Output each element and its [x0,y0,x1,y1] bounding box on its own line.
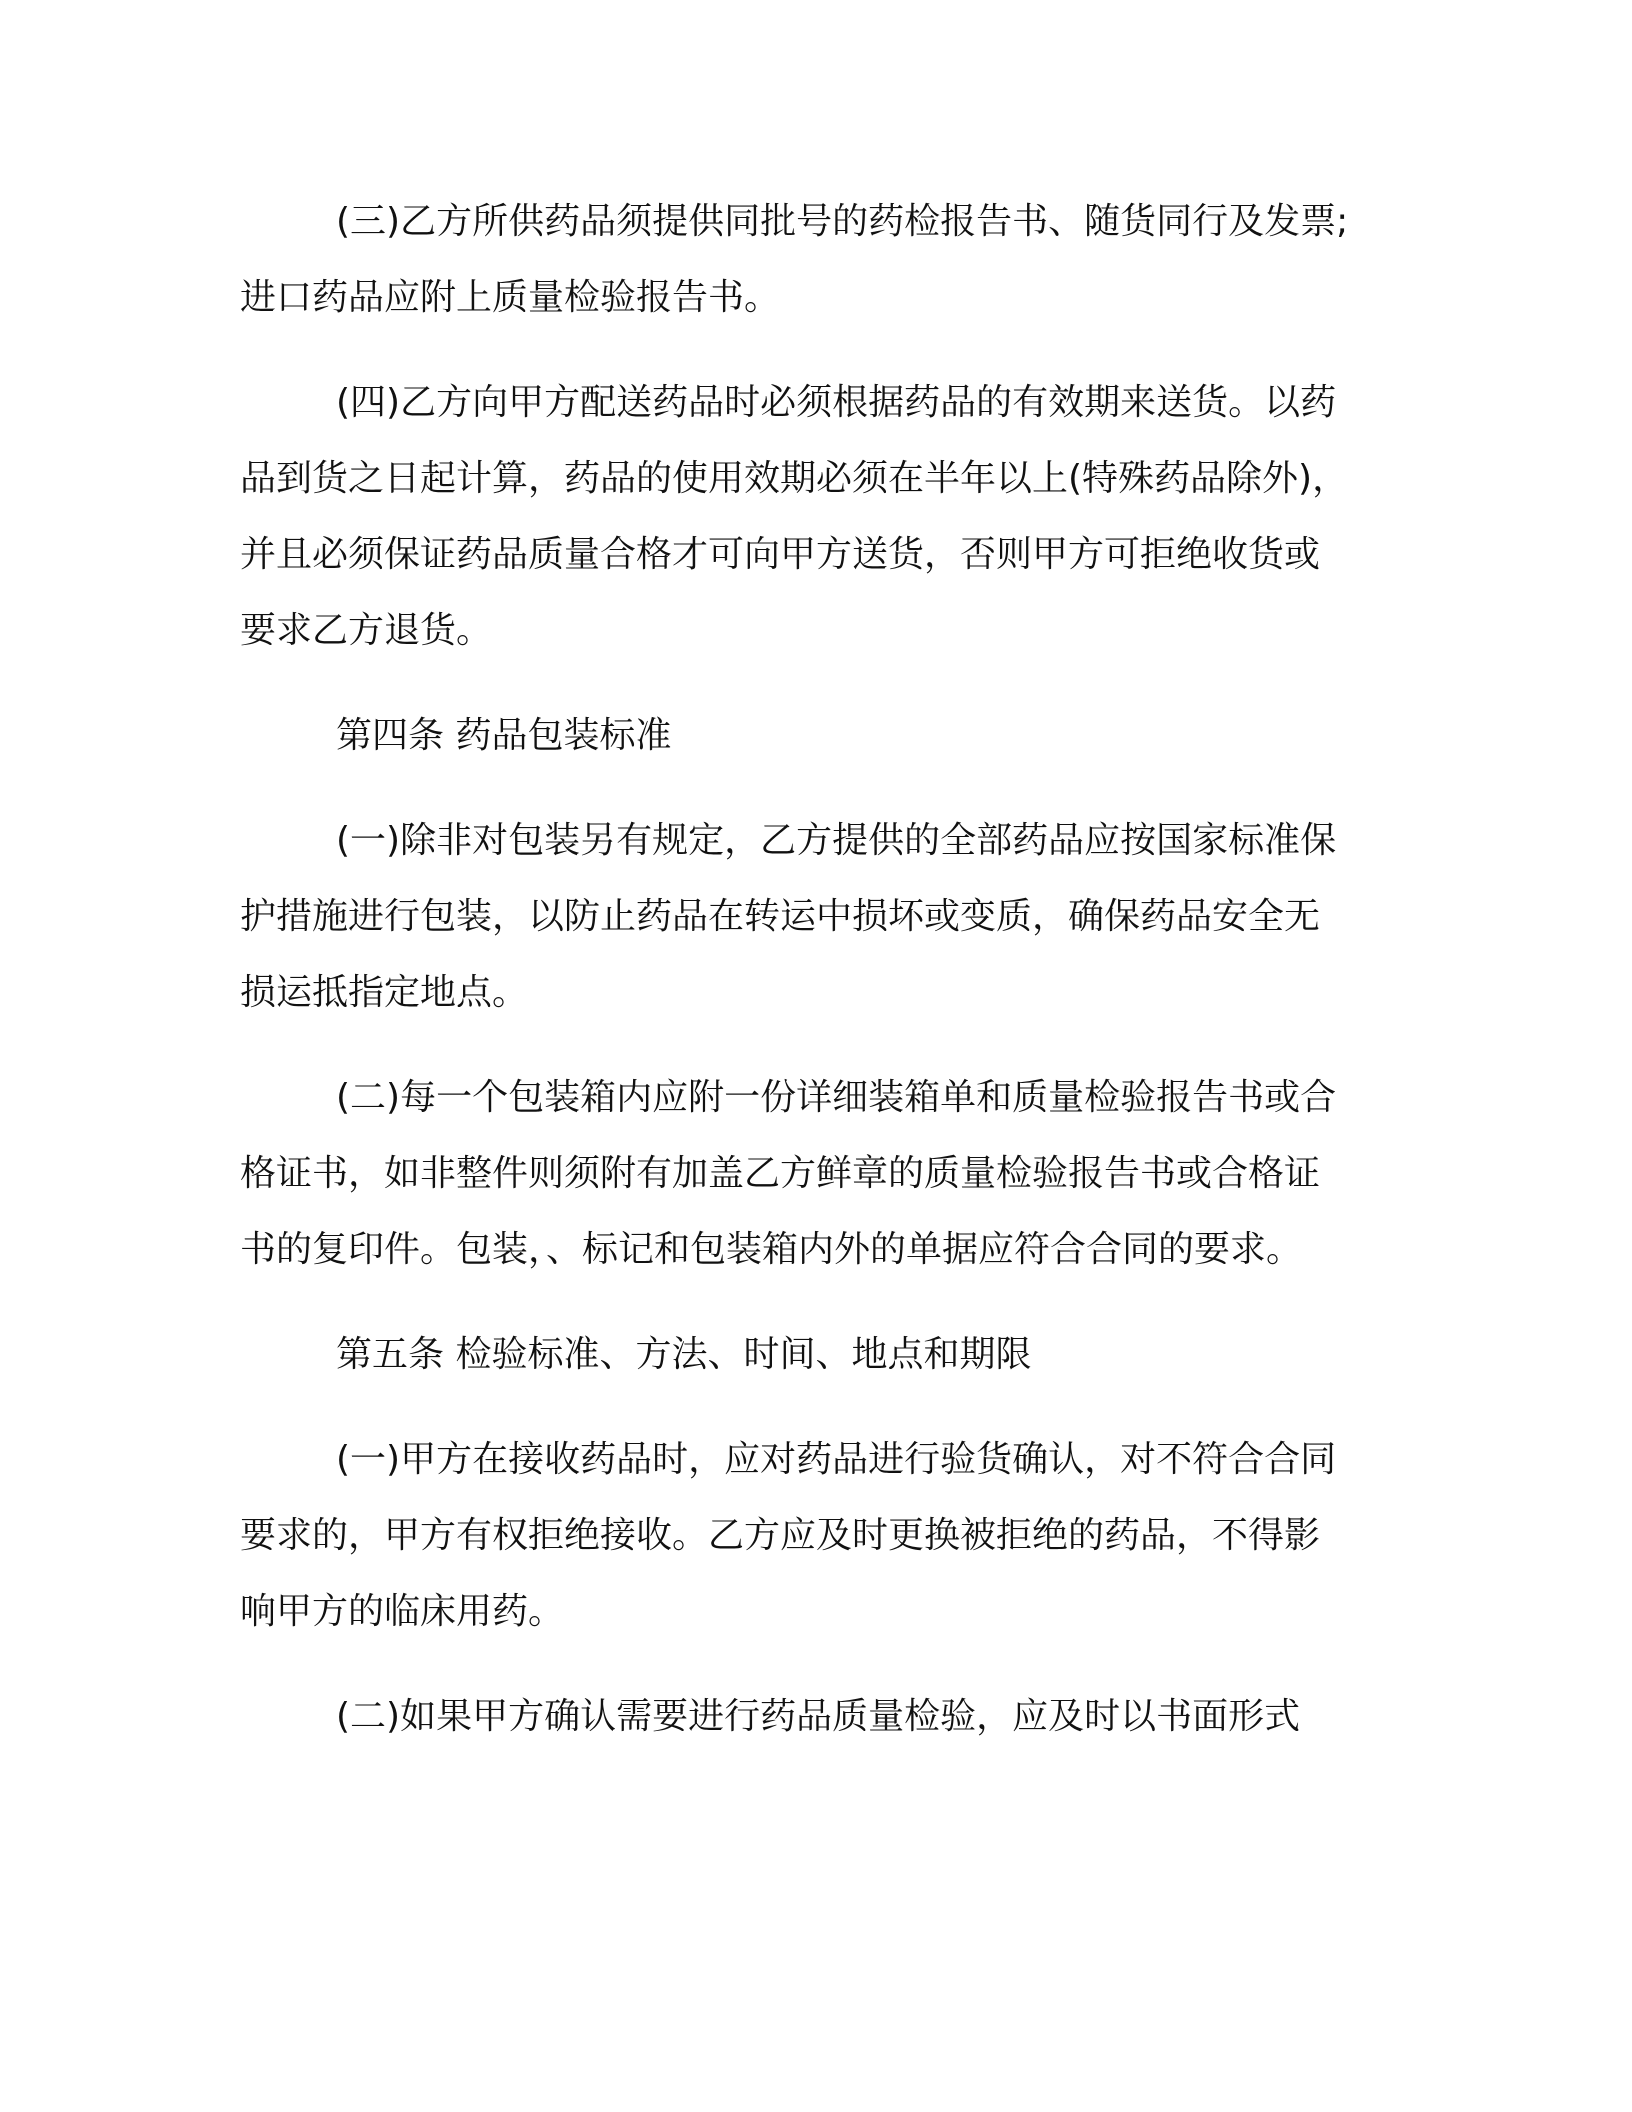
text-line: 要求的，甲方有权拒绝接收。乙方应及时更换被拒绝的药品，不得影 [240,1515,1321,1556]
text-line: (三)乙方所供药品须提供同批号的药检报告书、随货同行及发票; [336,201,1349,242]
text-line: 进口药品应附上质量检验报告书。 [240,277,781,318]
paragraph-acceptance-inspection [240,1422,1370,1650]
paragraph-4-expiry-requirements [240,365,1370,669]
text-line: 品到货之日起计算，药品的使用效期必须在半年以上(特殊药品除外)， [240,458,1349,499]
document-body [240,184,1370,1784]
text-line: (一)除非对包装另有规定，乙方提供的全部药品应按国家标准保 [336,820,1337,861]
text-line: 护措施进行包装，以防止药品在转运中损坏或变质，确保药品安全无 [240,896,1321,937]
paragraph-packing-list [240,1060,1370,1288]
paragraph-quality-testing [240,1679,1370,1755]
paragraph-3-invoice-requirements [240,184,1370,336]
text-line: (二)如果甲方确认需要进行药品质量检验，应及时以书面形式 [336,1696,1301,1737]
text-line: 并且必须保证药品质量合格才可向甲方送货，否则甲方可拒绝收货或 [240,534,1321,575]
section-heading-article-5: 第五条 检验标准、方法、时间、地点和期限 [336,1334,1032,1375]
paragraph-packaging-protection [240,803,1370,1031]
text-line: 损运抵指定地点。 [240,972,529,1013]
text-line: 响甲方的临床用药。 [240,1591,565,1632]
text-line: (一)甲方在接收药品时，应对药品进行验货确认，对不符合合同 [336,1439,1337,1480]
text-line: 书的复印件。包装，、标记和包装箱内外的单据应符合合同的要求。 [240,1229,1303,1270]
section-heading-article-4: 第四条 药品包装标准 [336,715,672,756]
text-line: (四)乙方向甲方配送药品时必须根据药品的有效期来送货。以药 [336,382,1337,423]
text-line: 要求乙方退货。 [240,610,493,651]
text-line: 格证书，如非整件则须附有加盖乙方鲜章的质量检验报告书或合格证 [240,1153,1321,1194]
text-line: (二)每一个包装箱内应附一份详细装箱单和质量检验报告书或合 [336,1077,1337,1118]
